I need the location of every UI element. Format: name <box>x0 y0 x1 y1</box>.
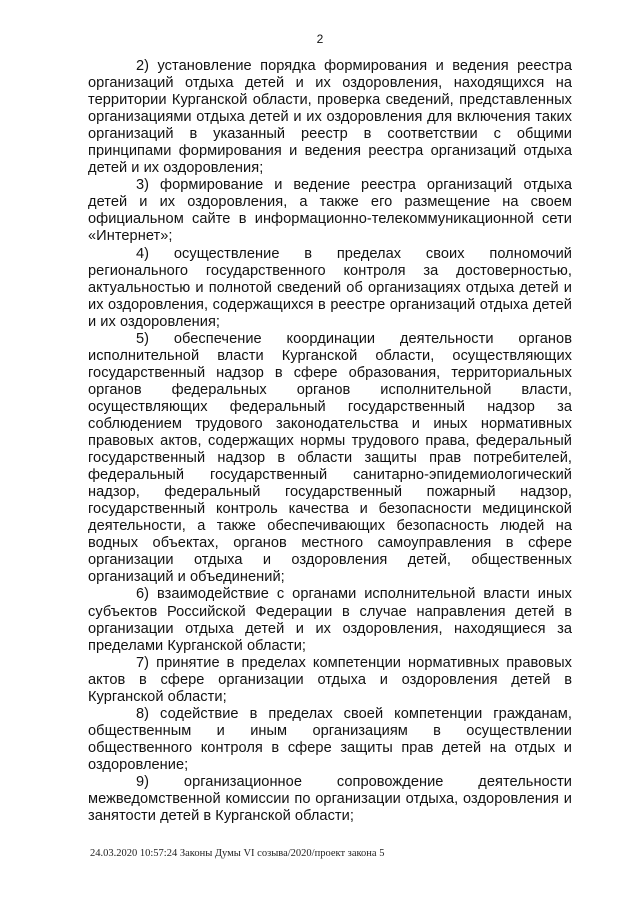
paragraph-item-3: 3) формирование и ведение реестра организаций отдыха детей и их оздоровления, а также его размещение на своем официальном сайте в информационно-телекоммуникационной сети «Интернет»; <box>88 177 572 245</box>
paragraph-item-7: 7) принятие в пределах компетенции нормативных правовых актов в сфере организации отдыха и оздоровления детей в Курганской области; <box>88 654 572 705</box>
paragraph-item-8: 8) содействие в пределах своей компетенции гражданам, общественным и иным организациям в осуществлении общественного контроля в сфере защиты прав детей на отдых и оздоровление; <box>88 705 572 773</box>
paragraph-item-2: 2) установление порядка формирования и ведения реестра организаций отдыха детей и их оздоровления, находящихся на территории Курганской области, проверка сведений, представленных организациями отдыха детей и их оздоровления для включения таких организаций в указанный реестр в соответствии с общими принципами формирования и ведения реестра организаций отдыха детей и их оздоровления; <box>88 58 572 177</box>
document-footer: 24.03.2020 10:57:24 Законы Думы VI созыва/2020/проект закона 5 <box>90 848 385 859</box>
paragraph-item-4: 4) осуществление в пределах своих полномочий регионального государственного контроля за достоверностью, актуальностью и полнотой сведений об организациях отдыха детей и их оздоровления, содержащихся в реестре организаций отдыха детей и их оздоровления; <box>88 245 572 330</box>
page-number: 2 <box>316 32 324 46</box>
paragraph-item-9: 9) организационное сопровождение деятельности межведомственной комиссии по организации отдыха, оздоровления и занятости детей в Курганской области; <box>88 773 572 825</box>
document-body <box>88 58 572 825</box>
paragraph-item-5: 5) обеспечение координации деятельности органов исполнительной власти Курганской области, осуществляющих государственный надзор в сфере образования, территориальных органов федеральных органов исполнительной власти, осуществляющих федеральный государственный надзор за соблюдением трудового законодательства и иных нормативных правовых актов, содержащих нормы трудового права, федеральный государственный надзор в области защиты прав потребителей, федеральный государственный санитарно-эпидемиологический надзор, федеральный государственный пожарный надзор, государственный контроль качества и безопасности медицинской деятельности, а также обеспечивающих безопасность людей на водных объектах, органов местного самоуправления в сфере организации отдыха и оздоровления детей, общественных организаций и объединений; <box>88 330 572 586</box>
paragraph-item-6: 6) взаимодействие с органами исполнительной власти иных субъектов Российской Федерации в случае направления детей в организации отдыха детей и их оздоровления, находящиеся за пределами Курганской области; <box>88 586 572 654</box>
